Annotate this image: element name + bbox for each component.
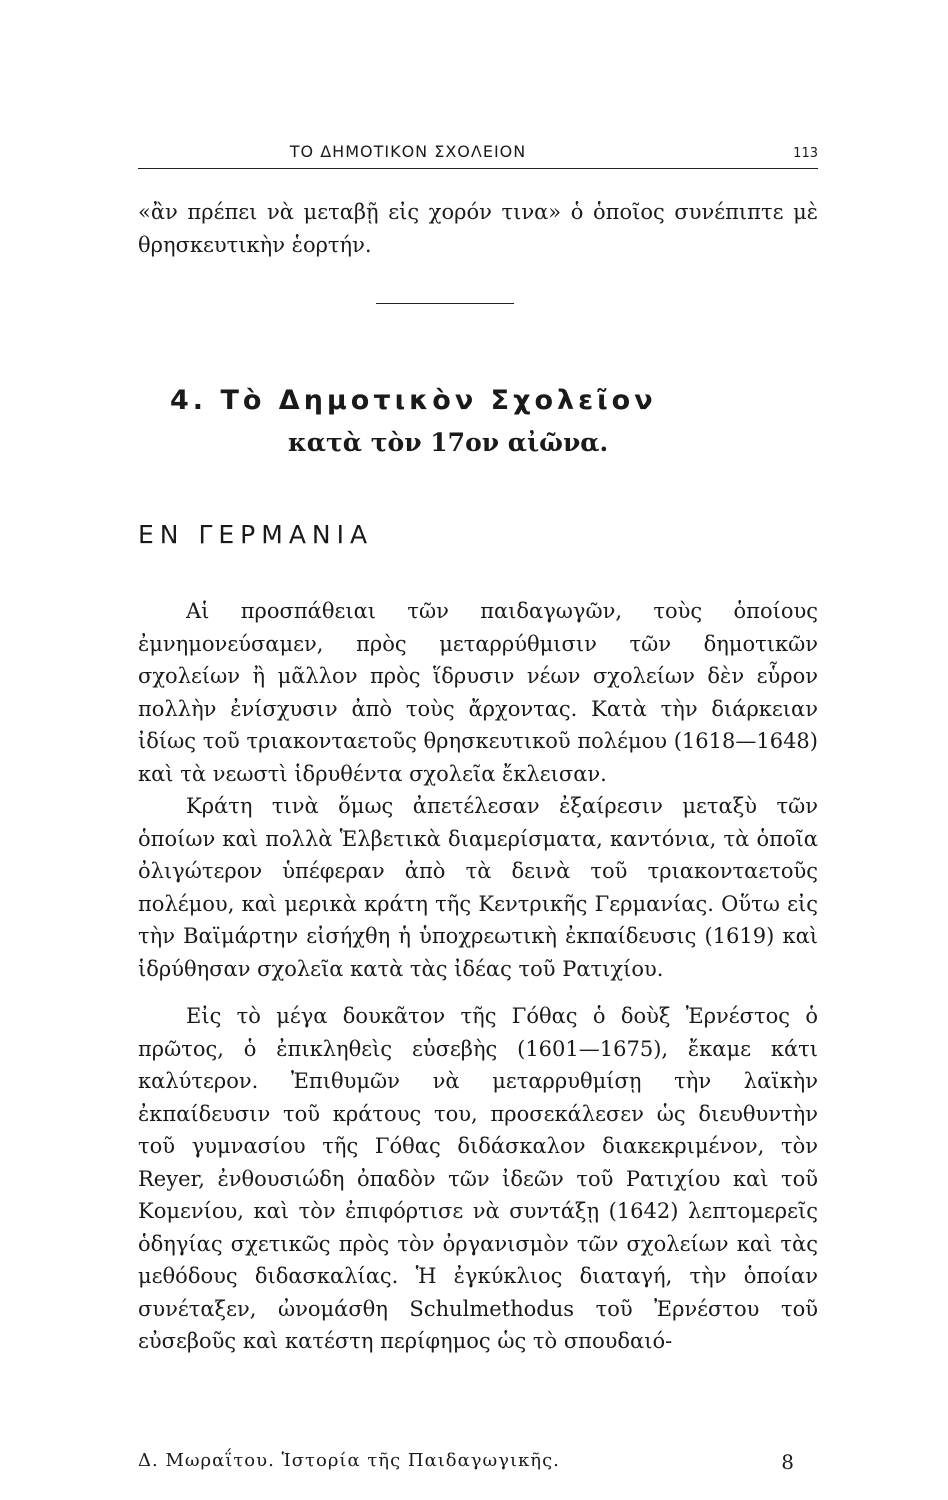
- paragraph-text: Αἱ προσπάθειαι τῶν παιδαγωγῶν, τοὺς ὁποίους ἐμνημονεύσαμεν, πρὸς μεταρρύθμισιν τῶν δημοτικῶν σχολείων ἢ μᾶλλον πρὸς ἵδρυσιν νέων σχολείων δὲν εὗρον πολλὴν ἐνίσχυσιν ἀπὸ τοὺς ἄρχοντας. Κατὰ τὴν διάρκειαν ἰδίως τοῦ τριακονταετοῦς θρησκευτικοῦ πολέμου (1618—1648) καὶ τὰ νεωστὶ ἱδρυθέντα σχολεῖα ἔκλεισαν.: [138, 599, 818, 786]
- body-paragraph-1: [138, 595, 818, 790]
- page-footer: [138, 1450, 818, 1480]
- running-title: ΤΟ ΔΗΜΟΤΙΚΟΝ ΣΧΟΛΕΙΟΝ: [289, 142, 527, 161]
- paragraph-text: Εἰς τὸ μέγα δουκᾶτον τῆς Γόθας ὁ δοὺξ Ἐρνέστος ὁ πρῶτος, ὁ ἐπικληθεὶς εὐσεβὴς (1601—1675), ἔκαμε κάτι καλύτερον. Ἐπιθυμῶν νὰ μεταρρυθμίσῃ τὴν λαϊκὴν ἐκπαίδευσιν τοῦ κράτους του, προσεκάλεσεν ὡς διευθυντὴν τοῦ γυμνασίου τῆς Γόθας διδάσκαλον διακεκριμένον, τὸν Reyer, ἐνθουσιώδη ὀπαδὸν τῶν ἰδεῶν τοῦ Ρατιχίου καὶ τοῦ Κομενίου, καὶ τὸν ἐπιφόρτισε νὰ συντάξῃ (1642) λεπτομερεῖς ὁδηγίας σχετικῶς πρὸς τὸν ὀργανισμὸν τῶν σχολείων καὶ τὰς μεθόδους διδασκαλίας. Ἡ ἐγκύκλιος διαταγή, τὴν ὁποίαν συνέταξεν, ὠνομάσθη Schulmethodus τοῦ Ἐρνέστου τοῦ εὐσεβοῦς καὶ κατέστη περίφημος ὡς τὸ σπουδαιό-: [138, 1004, 818, 1353]
- paragraph-text: Κράτη τινὰ ὅμως ἀπετέλεσαν ἐξαίρεσιν μεταξὺ τῶν ὁποίων καὶ πολλὰ Ἑλβετικὰ διαμερίσματα, καντόνια, τὰ ὁποῖα ὀλιγώτερον ὑπέφεραν ἀπὸ τὰ δεινὰ τοῦ τριακονταετοῦς πολέμου, καὶ μερικὰ κράτη τῆς Κεντρικῆς Γερμανίας. Οὕτω εἰς τὴν Βαϊμάρτην εἰσήχθη ἡ ὑποχρεωτικὴ ἐκπαίδευσις (1619) καὶ ἱδρύθησαν σχολεῖα κατὰ τὰς ἰδέας τοῦ Ρατιχίου.: [138, 794, 818, 981]
- body-paragraph-3: [138, 1000, 818, 1358]
- body-paragraph-2: [138, 790, 818, 985]
- intro-paragraph: «ἂν πρέπει νὰ μεταβῇ εἰς χορόν τινα» ὁ ὁποῖος συνέπιπτε μὲ θρησκευτικὴν ἑορτήν.: [138, 200, 818, 257]
- running-header: [138, 142, 818, 169]
- chapter-subheading: κατὰ τὸν 17ον αἰῶνα.: [288, 428, 609, 457]
- signature-mark: 8: [781, 1450, 794, 1474]
- footer-citation: Δ. Μωραΐτου. Ἱστορία τῆς Παιδαγωγικῆς.: [138, 1450, 560, 1471]
- chapter-heading: 4. Τὸ Δημοτικὸν Σχολεῖον: [170, 385, 657, 416]
- page-number: 113: [793, 146, 818, 161]
- section-title: ΕΝ ΓΕΡΜΑΝΙΑ: [138, 520, 374, 549]
- section-divider: [376, 303, 514, 304]
